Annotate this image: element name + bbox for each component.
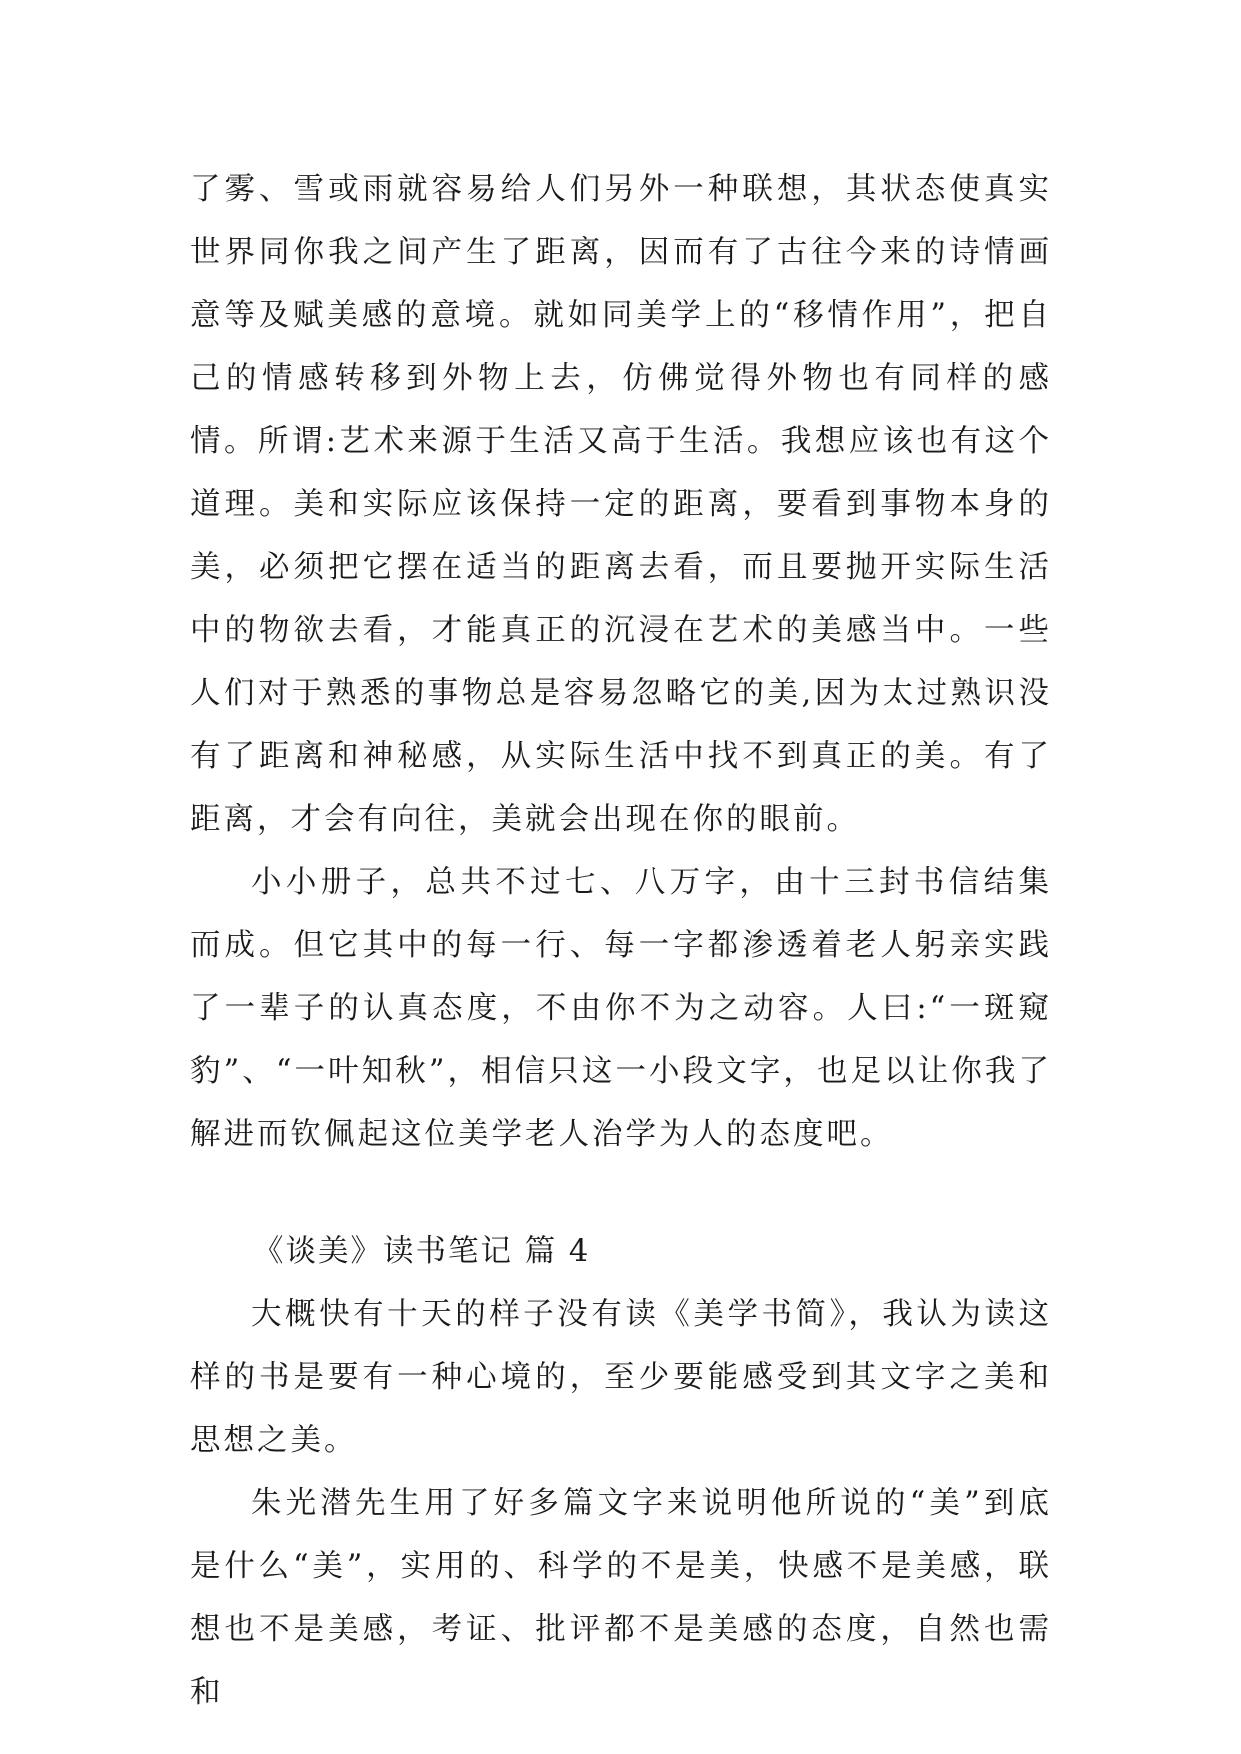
paragraph-booklet: 小小册子，总共不过七、八万字，由十三封书信结集而成。但它其中的每一行、每一字都渗透着老人躬亲实践了一辈子的认真态度，不由你不为之动容。人曰:“一斑窥豹”、“一叶知秋”，相信只这一小段文字，也足以让你我了解进而钦佩起这位美学老人治学为人的态度吧。	[190, 865, 1052, 1152]
paragraph-zhu-guangqian: 朱光潜先生用了好多篇文字来说明他所说的“美”到底是什么“美”，实用的、科学的不是美，快感不是美感，联想也不是美感，考证、批评都不是美感的态度，自然也需和	[190, 1486, 1052, 1710]
section-spacer	[190, 1166, 1052, 1220]
paragraph-ten-days: 大概快有十天的样子没有读《美学书简》，我认为读这样的书是要有一种心境的，至少要能感受到其文字之美和思想之美。	[190, 1297, 1052, 1458]
paragraph-continued: 了雾、雪或雨就容易给人们另外一种联想，其状态使真实世界同你我之间产生了距离，因而有了古往今来的诗情画意等及赋美感的意境。就如同美学上的“移情作用”，把自己的情感转移到外物上去，仿佛觉得外物也有同样的感情。所谓:艺术来源于生活又高于生活。我想应该也有这个道理。美和实际应该保持一定的距离，要看到事物本身的美，必须把它摆在适当的距离去看，而且要抛开实际生活中的物欲去看，才能真正的沉浸在艺术的美感当中。一些人们对于熟悉的事物总是容易忽略它的美,因为太过熟识没有了距离和神秘感，从实际生活中找不到真正的美。有了距离，才会有向往，美就会出现在你的眼前。	[190, 172, 1052, 837]
section-title: 《谈美》读书笔记 篇 4	[253, 1234, 591, 1269]
document-body	[190, 158, 1052, 1724]
